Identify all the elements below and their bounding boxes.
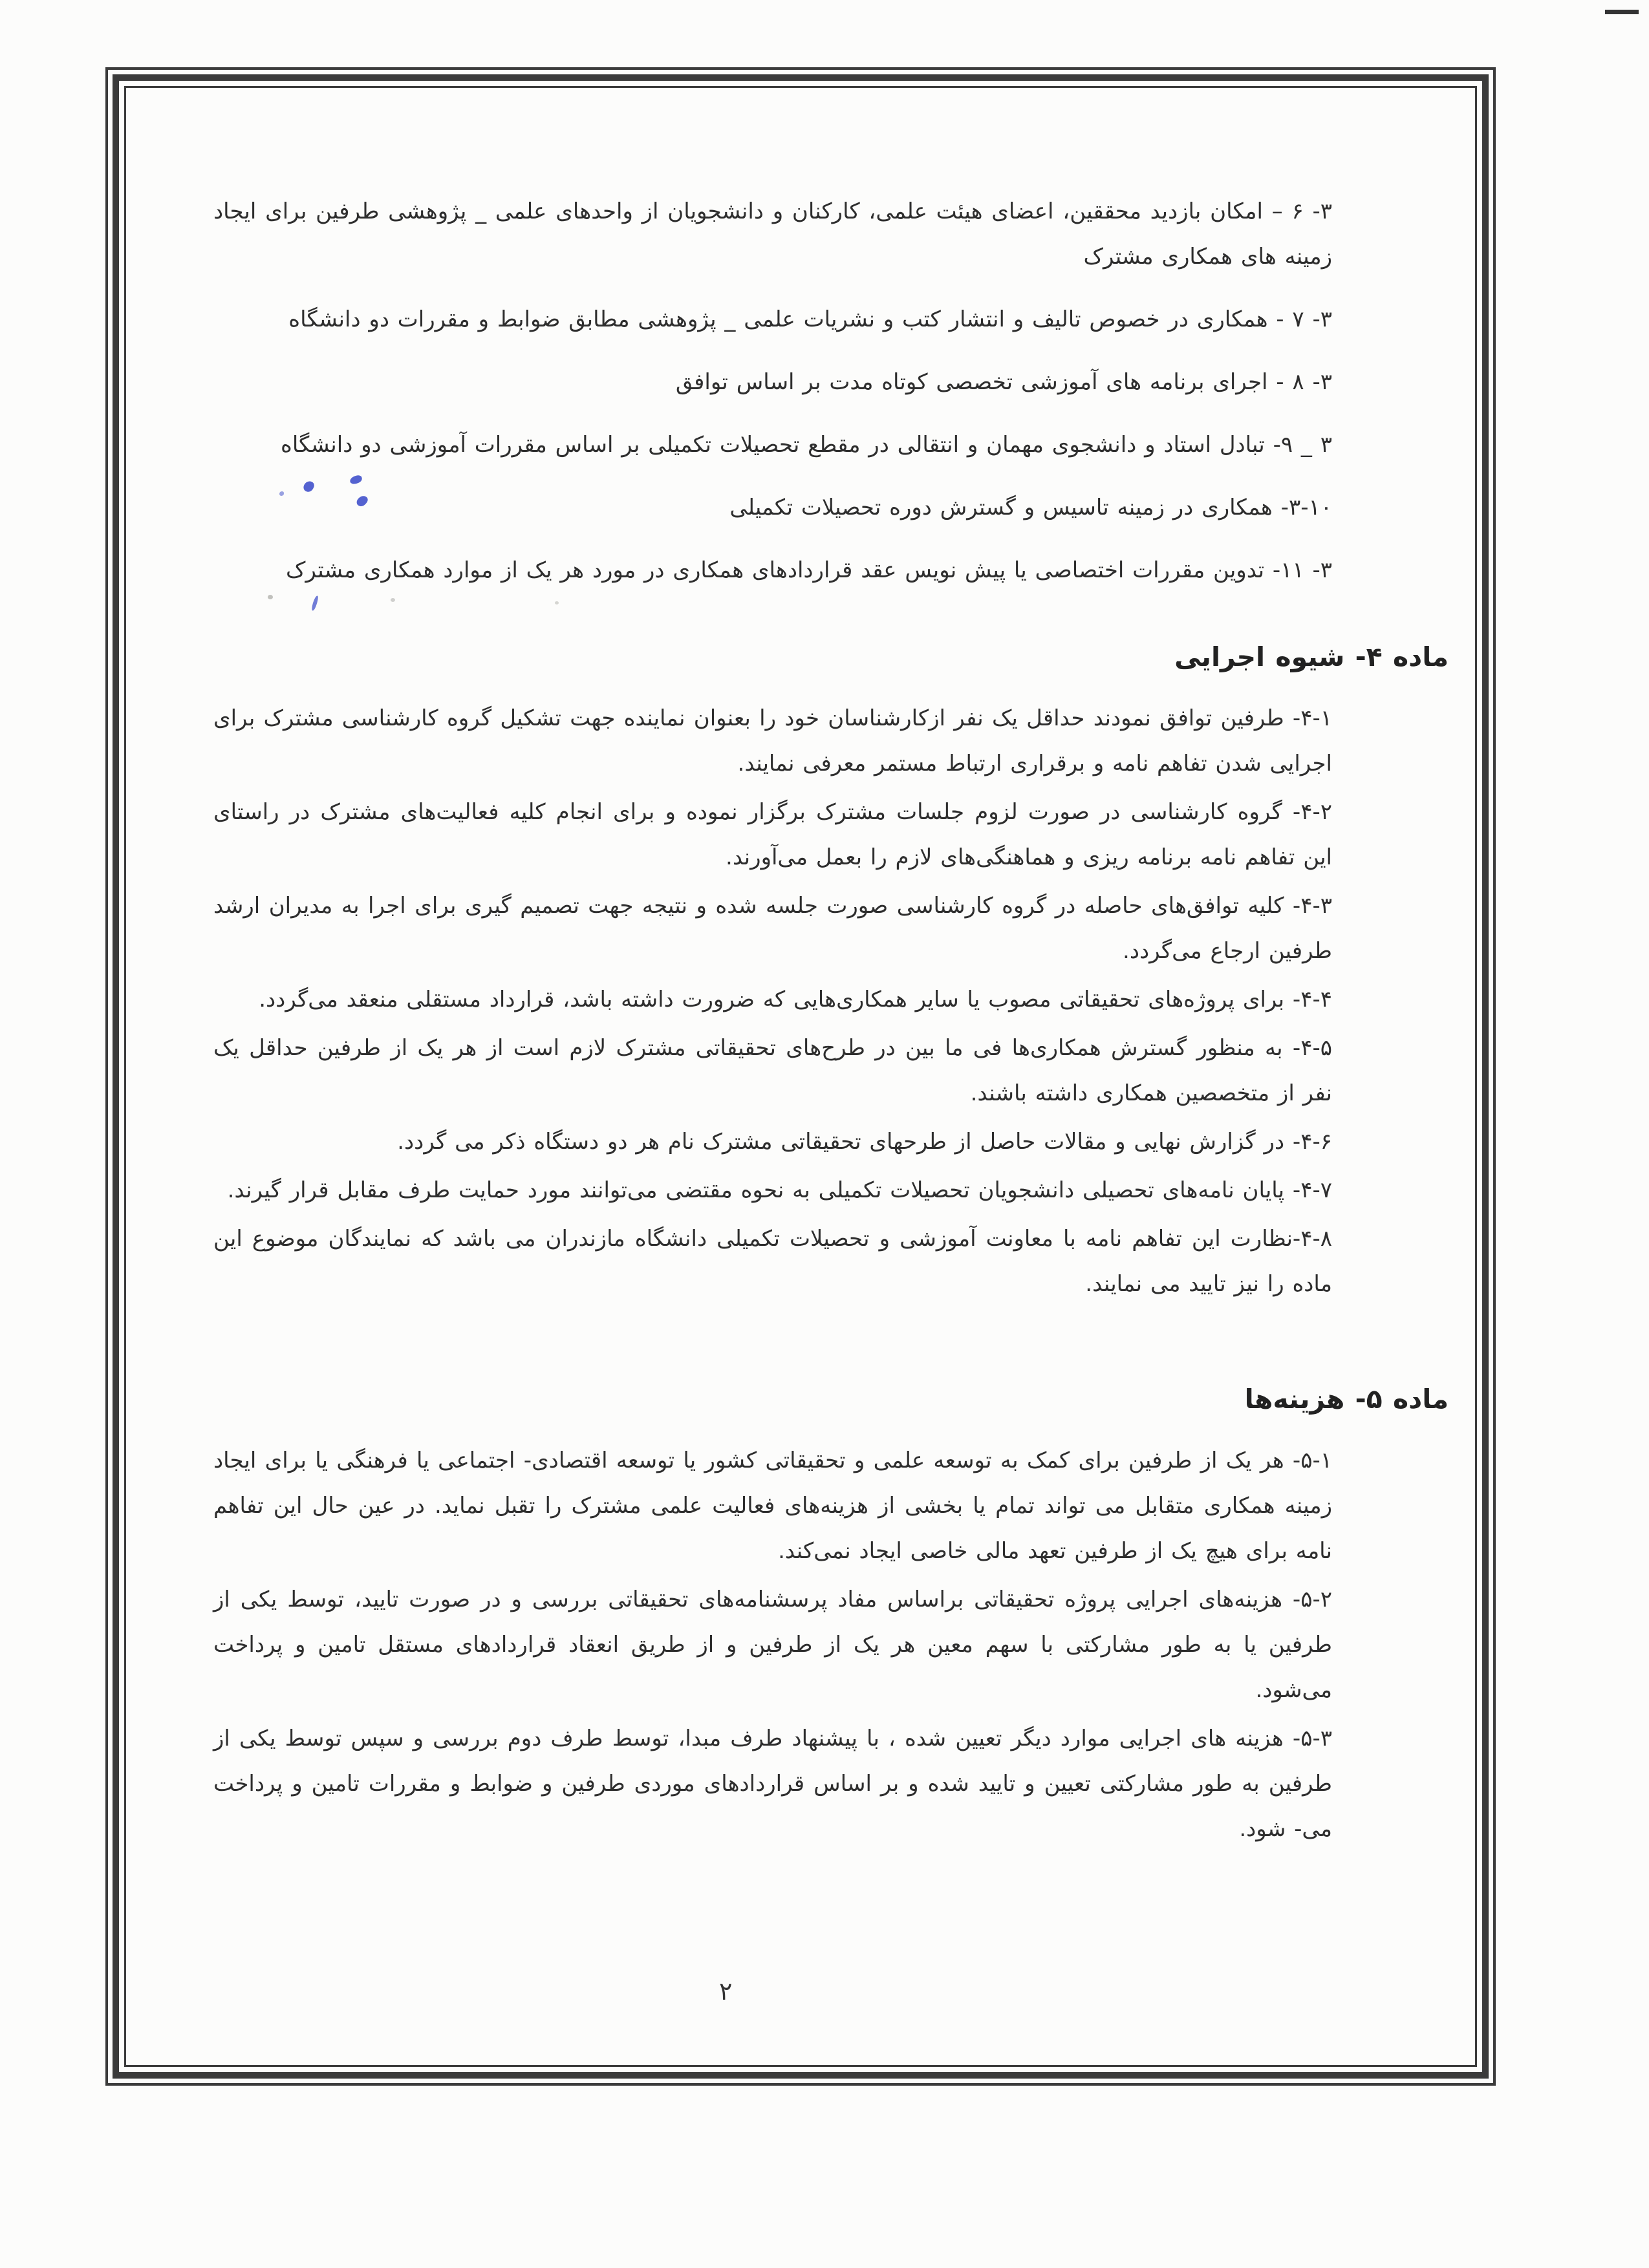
article4-clause-6: ۴-۶- در گزارش نهایی و مقالات حاصل از طرحهای تحقیقاتی مشترک نام هر دو دستگاه ذکر می گردد. xyxy=(397,1129,1332,1155)
article4-clause-2: ۴-۲- گروه کارشناسی در صورت لزوم جلسات مشترک برگزار نموده و برای انجام کلیه فعالیت‌های مشترک در راستای این تفاهم نامه برنامه ریزی و هماهنگی‌های لازم را بعمل می‌آورند. xyxy=(213,799,1332,870)
scan-speck xyxy=(391,598,395,602)
scan-artifact-dash xyxy=(1605,10,1639,14)
article3-item-11: ۳- ۱۱- تدوین مقررات اختصاصی یا پیش نویس عقد قراردادهای همکاری در مورد هر یک از موارد همکاری مشترک xyxy=(286,557,1332,583)
article4-heading: ماده ۴- شیوه اجرایی xyxy=(1174,641,1449,672)
article4-clause-3: ۴-۳- کلیه توافق‌های حاصله در گروه کارشناسی صورت جلسه شده و نتیجه جهت تصمیم گیری برای اجرا به مدیران ارشد طرفین ارجاع می‌گردد. xyxy=(213,893,1332,964)
article5-clause-1: ۵-۱- هر یک از طرفین برای کمک به توسعه علمی و تحقیقاتی کشور یا توسعه اقتصادی- اجتماعی یا فرهنگی یا برای ایجاد زمینه همکاری متقابل می تواند تمام یا بخشی از هزینه‌های فعالیت علمی مشترک را تقبل نماید. در عین حال این تفاهم نامه برای هیچ یک از طرفین تعهد مالی خاصی ایجاد نمی‌کند. xyxy=(213,1448,1332,1564)
article3-item-10: ۳-۱۰- همکاری در زمینه تاسیس و گسترش دوره تحصیلات تکمیلی xyxy=(729,495,1332,520)
page-number: ۲ xyxy=(719,1977,733,2006)
article3-item-9: ۳ _ ۹- تبادل استاد و دانشجوی مهمان و انتقالی در مقطع تحصیلات تکمیلی بر اساس مقررات آموزشی دو دانشگاه xyxy=(281,432,1332,458)
article4-clause-8: ۴-۸-نظارت این تفاهم نامه با معاونت آموزشی و تحصیلات تکمیلی دانشگاه مازندران می باشد که نمایندگان موضوع این ماده را نیز تایید می نمایند. xyxy=(213,1226,1332,1297)
article5-clause-3: ۵-۳- هزینه های اجرایی موارد دیگر تعیین شده ، با پیشنهاد طرف مبدا، توسط طرف دوم بررسی و سپس توسط یکی از طرفین به طور مشارکتی تعیین و تایید شده و بر اساس قراردادهای موردی طرفین و ضوابط و مقررات تامین و پرداخت می- شود. xyxy=(213,1726,1332,1842)
document-body xyxy=(213,189,1449,1855)
scan-speck xyxy=(268,595,273,599)
article5-clause-2: ۵-۲- هزینه‌های اجرایی پروژه تحقیقاتی براساس مفاد پرسشنامه‌های تحقیقاتی بررسی و در صورت تایید، توسط یکی از طرفین یا به طور مشارکتی با سهم معین هر یک از طرفین و از طریق انعقاد قراردادهای مستقل تامین و پرداخت می‌شود. xyxy=(213,1587,1332,1703)
article3-item-7: ۳- ۷ - همکاری در خصوص تالیف و انتشار کتب و نشریات علمی _ پژوهشی مطابق ضوابط و مقررات دو دانشگاه xyxy=(288,306,1332,332)
article3-item-8: ۳- ۸ - اجرای برنامه های آموزشی تخصصی کوتاه مدت بر اساس توافق xyxy=(675,369,1332,395)
article4-clause-5: ۴-۵- به منظور گسترش همکاری‌ها فی ما بین در طرح‌های تحقیقاتی مشترک لازم است از هر یک از طرفین حداقل یک نفر از متخصصین همکاری داشته باشند. xyxy=(213,1035,1332,1106)
article4-clause-7: ۴-۷- پایان نامه‌های تحصیلی دانشجویان تحصیلات تکمیلی به نحوه مقتضی می‌توانند مورد حمایت طرف مقابل قرار گیرند. xyxy=(227,1177,1332,1203)
scan-speck xyxy=(555,601,559,604)
article3-item-6: ۳- ۶ – امکان بازدید محققین، اعضای هیئت علمی، کارکنان و دانشجویان از واحدهای علمی _ پژوهشی طرفین برای ایجاد زمینه های همکاری مشترک xyxy=(213,198,1333,270)
article4-clause-4: ۴-۴- برای پروژه‌های تحقیقاتی مصوب یا سایر همکاری‌هایی که ضرورت داشته باشد، قرارداد مستقلی منعقد می‌گردد. xyxy=(259,987,1332,1012)
article5-heading: ماده ۵- هزینه‌ها xyxy=(1244,1384,1449,1415)
article4-clause-1: ۴-۱- طرفین توافق نمودند حداقل یک نفر ازکارشناسان خود را بعنوان نماینده جهت تشکیل گروه کارشناسی مشترک برای اجرایی شدن تفاهم نامه و برقراری ارتباط مستمر معرفی نمایند. xyxy=(213,705,1332,776)
